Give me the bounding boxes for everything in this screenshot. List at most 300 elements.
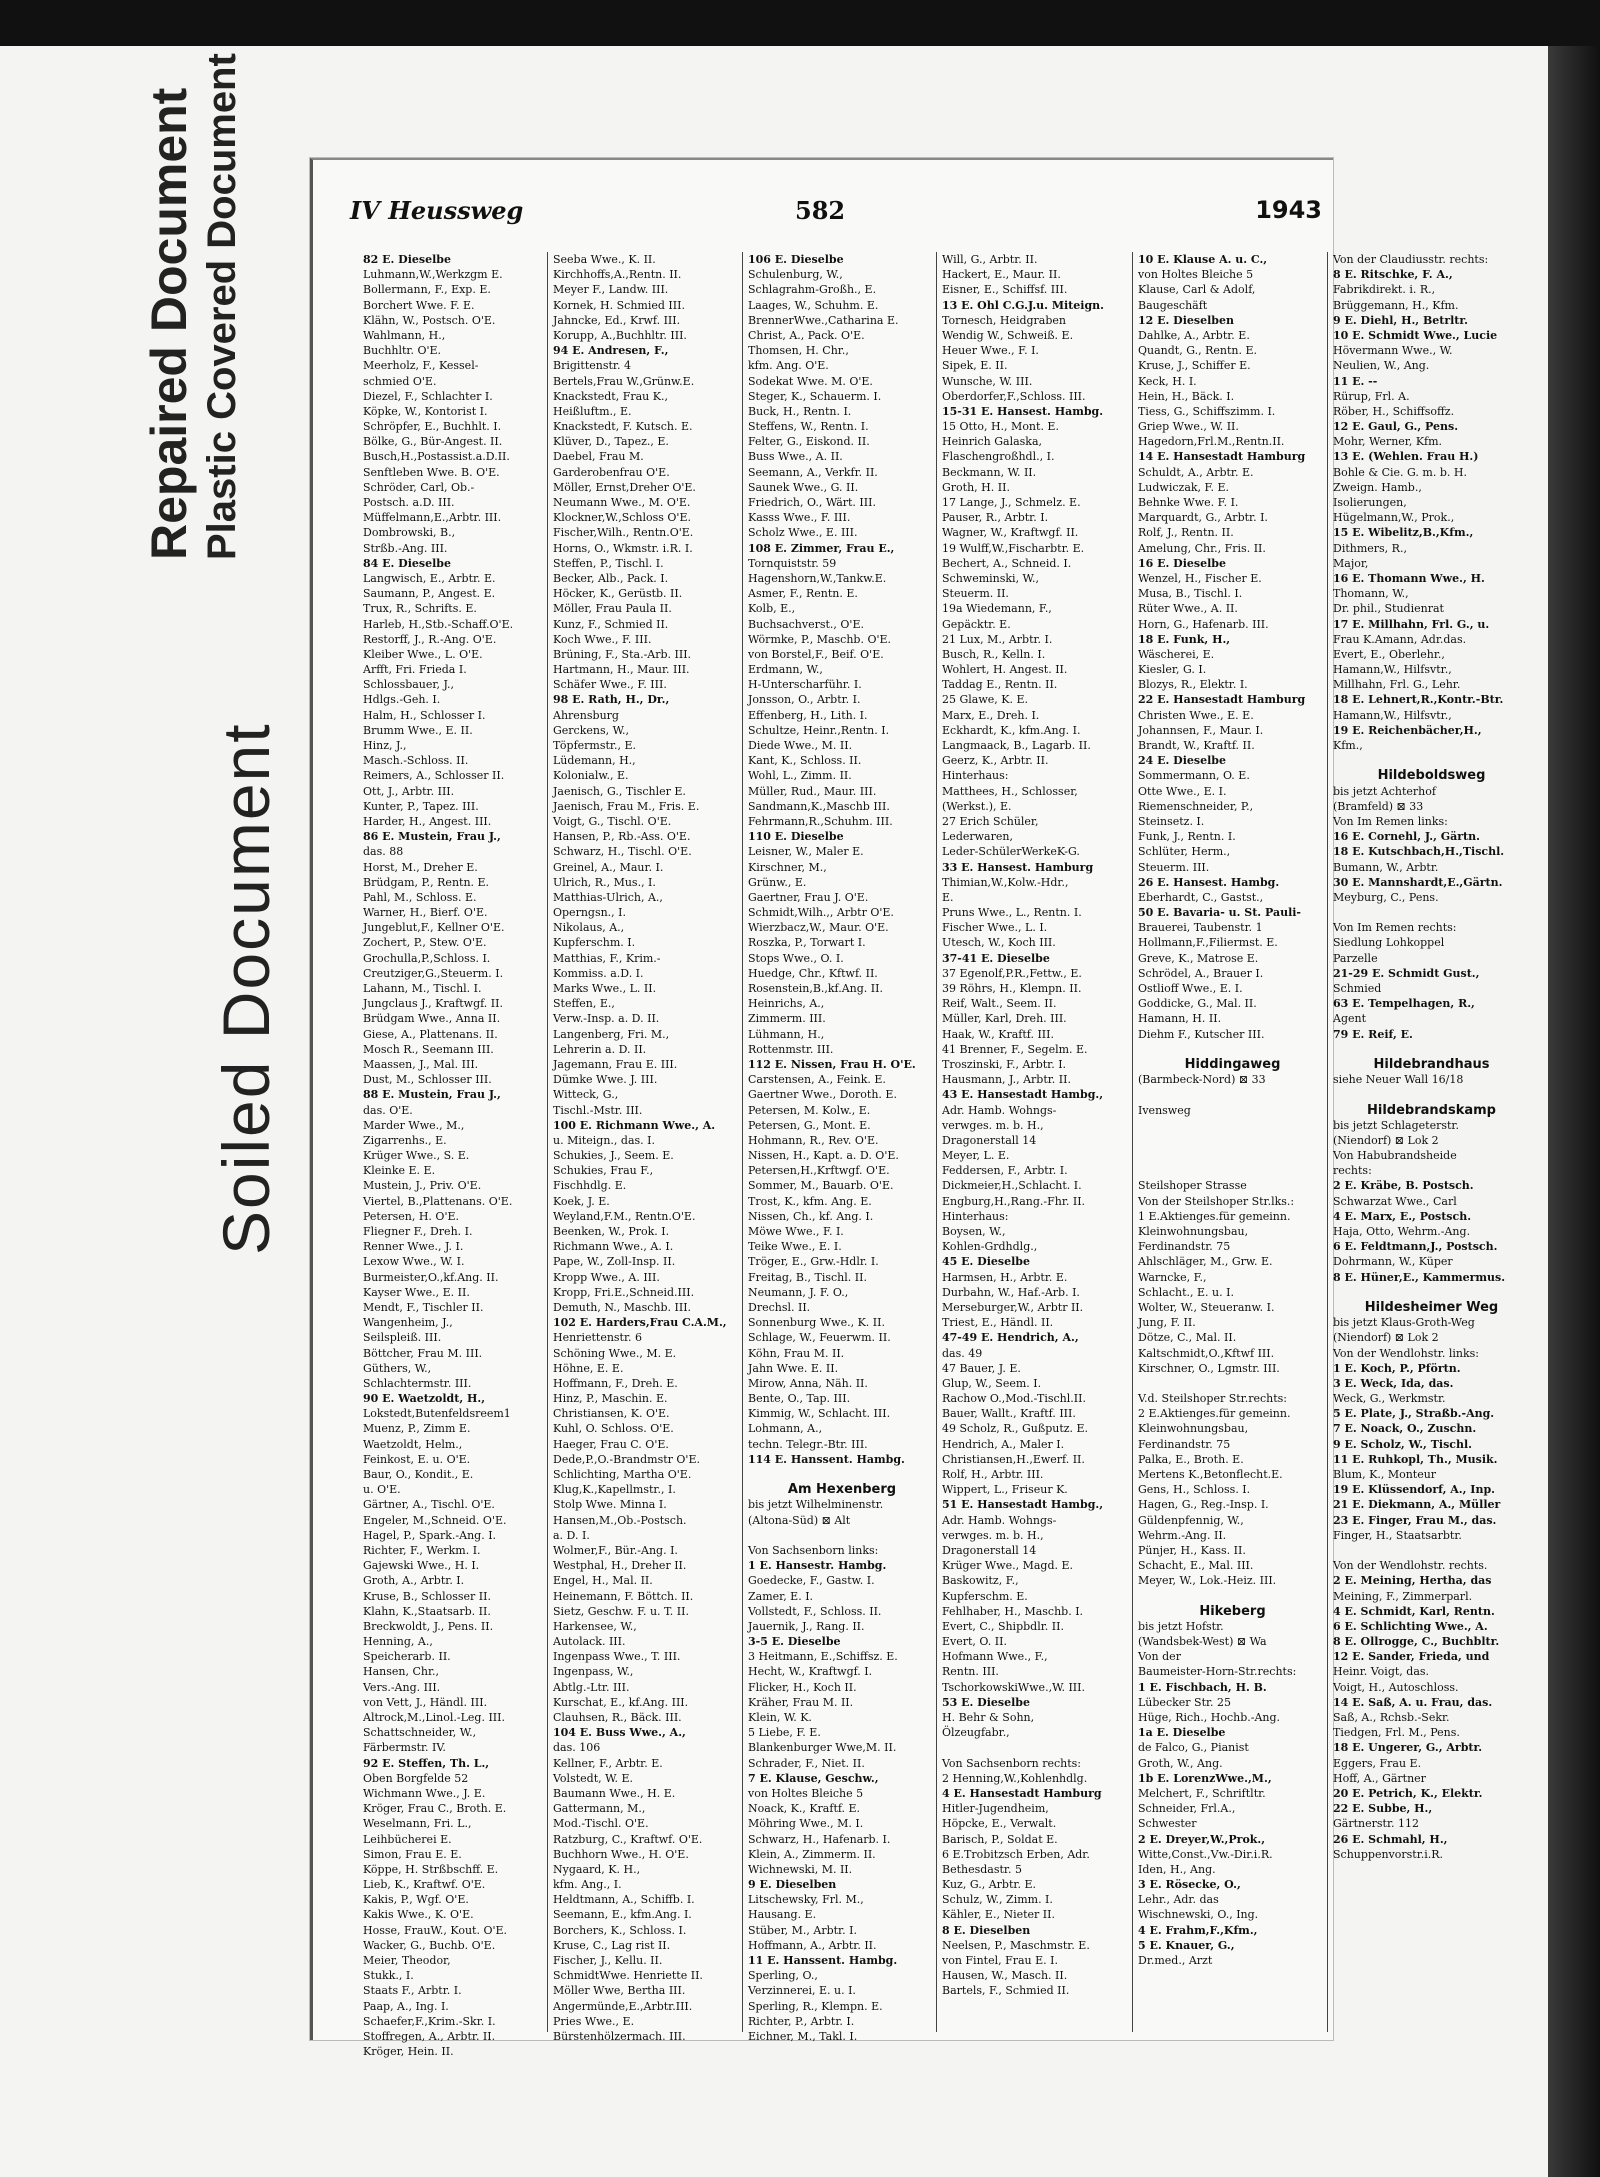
directory-line: 39 Röhrs, H., Klempn. II. <box>942 982 1082 995</box>
directory-line: 12 E. Dieselben <box>1138 313 1234 327</box>
directory-line: Warner, H., Bierf. O'E. <box>363 906 488 920</box>
directory-line: Kleiber Wwe., L. O'E. <box>363 647 483 661</box>
directory-line: Behnke Wwe. F. I. <box>1138 496 1239 509</box>
directory-line: Gaertner, Frau J. O'E. <box>748 890 869 904</box>
directory-line: Lederwaren, <box>942 830 1013 844</box>
directory-line: Kruse, J., Schiffer E. <box>1138 359 1251 373</box>
directory-line: Ludwiczak, F. E. <box>1138 480 1229 494</box>
directory-line: Sonnenburg Wwe., K. II. <box>748 1316 885 1330</box>
directory-line <box>748 1467 936 1482</box>
directory-line: Kuhl, O. Schloss. O'E. <box>553 1422 674 1436</box>
directory-line: von Holtes Bleiche 5 <box>748 1786 864 1800</box>
directory-line: 11 E. Hanssent. Hambg. <box>748 1954 898 1967</box>
directory-line: 3 E. Rösecke, O., <box>1138 1878 1241 1892</box>
directory-line: Gaertner Wwe., Doroth. E. <box>748 1088 897 1102</box>
directory-line: 3 Heitmann, E.,Schiffsz. E. <box>748 1650 898 1664</box>
directory-line: Buchhorn Wwe., H. O'E. <box>553 1847 689 1861</box>
directory-line: 6 E. Schlichting Wwe., A. <box>1333 1619 1488 1633</box>
directory-line: Fischer,Wilh., Rentn.O'E. <box>553 526 694 540</box>
directory-line: Beckmann, W. II. <box>942 465 1037 479</box>
directory-line: Huedge, Chr., Kftwf. II. <box>748 966 878 980</box>
directory-line: Engburg,H.,Rang.-Fhr. II. <box>942 1194 1086 1208</box>
directory-line: Blozys, R., Elektr. I. <box>1138 678 1248 692</box>
directory-line: Hamann,W., Hilfsvtr., <box>1333 663 1452 677</box>
directory-line: Muenz, P., Zimm E. <box>363 1422 471 1436</box>
directory-line: 112 E. Nissen, Frau H. O'E. <box>748 1057 916 1071</box>
directory-line: Wendig W., Schweiß. E. <box>942 328 1074 342</box>
directory-line: Rentn. III. <box>942 1665 999 1679</box>
directory-line: Dede,P.,O.-Brandmstr O'E. <box>553 1452 700 1466</box>
directory-line: Boysen, W., <box>942 1225 1006 1238</box>
directory-line: bis jetzt Schlageterstr. <box>1333 1118 1459 1132</box>
directory-line: Zweign. Hamb., <box>1333 480 1422 494</box>
directory-line: Vers.-Ang. III. <box>363 1680 441 1694</box>
directory-line: Kunter, P., Tapez. III. <box>363 799 479 813</box>
directory-line: bis jetzt Wilhelminenstr. <box>748 1498 884 1512</box>
directory-line: Bertels,Frau W.,Grünw.E. <box>553 374 695 388</box>
directory-line: Kayser Wwe., E. II. <box>363 1285 470 1299</box>
directory-line: Ulrich, R., Mus., I. <box>553 875 656 889</box>
directory-line: Jahncke, Ed., Krwf. III. <box>553 313 681 327</box>
directory-line: Möller, Ernst,Dreher O'E. <box>553 480 696 494</box>
directory-line: Dr. phil., Studienrat <box>1333 602 1444 616</box>
directory-line: Groth, A., Arbtr. I. <box>363 1574 465 1588</box>
directory-line: Wippert, L., Friseur K. <box>942 1483 1068 1497</box>
directory-line: SchmidtWwe. Henriette II. <box>553 1969 703 1983</box>
directory-line: Pünjer, H., Kass. II. <box>1138 1543 1246 1557</box>
directory-line: Ivensweg <box>1138 1103 1191 1117</box>
directory-line: Ingenpass Wwe., T. III. <box>553 1650 681 1664</box>
directory-line: 88 E. Mustein, Frau J., <box>363 1088 501 1102</box>
directory-line: Demuth, N., Maschb. III. <box>553 1300 692 1314</box>
directory-line: Brüdgam Wwe., Anna II. <box>363 1012 501 1026</box>
directory-line <box>1138 1042 1327 1057</box>
directory-line: kfm. Ang., I. <box>553 1878 622 1892</box>
directory-line: 8 E. Ollrogge, C., Buchbltr. <box>1333 1635 1500 1649</box>
directory-line: Kräher, Frau M. II. <box>748 1695 854 1709</box>
directory-line: 45 E. Dieselbe <box>942 1255 1030 1269</box>
directory-line: von Borstel,F., Beif. O'E. <box>748 647 884 661</box>
directory-line: Steuerm. III. <box>1138 860 1210 874</box>
directory-line: Meyer, W., Lok.-Heiz. III. <box>1138 1574 1277 1588</box>
directory-line: Kruse, C., Lag rist II. <box>553 1938 671 1952</box>
directory-line: Böttcher, Frau M. III. <box>363 1346 483 1360</box>
directory-line: Von Im Remen links: <box>1333 814 1448 828</box>
directory-line: Volstedt, W. E. <box>553 1771 634 1785</box>
directory-line: Wörmke, P., Maschb. O'E. <box>748 632 892 646</box>
directory-line: 90 E. Waetzoldt, H., <box>363 1392 486 1406</box>
directory-line <box>1138 1148 1327 1163</box>
directory-line: Kleinwohnungsbau, <box>1138 1225 1249 1238</box>
directory-line: Stukk., I. <box>363 1969 414 1983</box>
directory-line: Beenken, W., Prok. I. <box>553 1225 670 1238</box>
directory-line: Hinz, J., <box>363 739 407 752</box>
directory-line: Siedlung Lohkoppel <box>1333 936 1445 950</box>
directory-line: Hoffmann, A., Arbtr. II. <box>748 1938 877 1952</box>
directory-line: Wäscherei, E. <box>1138 647 1215 661</box>
directory-line: 106 E. Dieselbe <box>748 253 844 266</box>
directory-line: Tischl.-Mstr. III. <box>553 1103 643 1117</box>
directory-column-2 <box>550 252 743 2043</box>
directory-line: 41 Brenner, F., Segelm. E. <box>942 1042 1088 1056</box>
directory-line: Schweminski, W., <box>942 571 1039 585</box>
directory-line: Busch, R., Kelln. I. <box>942 647 1046 661</box>
directory-line: Ott, J., Arbtr. III. <box>363 784 455 798</box>
street-heading: IV Heussweg <box>350 196 524 225</box>
directory-line <box>1138 1133 1327 1148</box>
directory-line: Maassen, J., Mal. III. <box>363 1057 479 1071</box>
directory-line: H. Behr & Sohn, <box>942 1711 1035 1724</box>
directory-line: Kupferschm. E. <box>942 1589 1028 1603</box>
directory-line: Freitag, B., Tischl. II. <box>748 1270 867 1284</box>
directory-line: Henriettenstr. 6 <box>553 1331 643 1345</box>
directory-line: Tornesch, Heidgraben <box>942 313 1066 327</box>
directory-line: Riemenschneider, P., <box>1138 799 1254 813</box>
directory-line: 6 E.Trobitzsch Erben, Adr. <box>942 1847 1090 1861</box>
directory-line: Kröger, Hein. II. <box>363 2045 454 2059</box>
directory-line: Gerckens, W., <box>553 723 629 737</box>
directory-line: 16 E. Dieselbe <box>1138 556 1226 570</box>
directory-line: Hausen, W., Masch. II. <box>942 1969 1068 1983</box>
directory-line: Gattermann, M., <box>553 1802 646 1816</box>
directory-line: Zamer, E. I. <box>748 1589 814 1603</box>
directory-column-1 <box>360 252 548 2059</box>
directory-line: Schukies, Frau F., <box>553 1164 654 1178</box>
directory-line: Millhahn, Frl. G., Lehr. <box>1333 678 1461 692</box>
directory-line: Schröpfer, E., Buchhlt. I. <box>363 420 502 434</box>
directory-line: Haja, Otto, Wehrm.-Ang. <box>1333 1225 1471 1238</box>
directory-line: Brüning, F., Sta.-Arb. III. <box>553 647 692 661</box>
directory-line: Heuer Wwe., F. I. <box>942 344 1039 358</box>
directory-line: Wichnewski, M. II. <box>748 1862 853 1876</box>
directory-line: Major, <box>1333 556 1369 570</box>
directory-line: Ingenpass, W., <box>553 1665 634 1679</box>
directory-line: Zimmerm. III. <box>748 1012 826 1026</box>
directory-line: Marx, E., Dreh. I. <box>942 708 1040 722</box>
directory-line: 114 E. Hanssent. Hambg. <box>748 1452 905 1466</box>
directory-line: Diehm F., Kutscher III. <box>1138 1027 1265 1041</box>
directory-line: Seemann, E., kfm.Ang. I. <box>553 1908 692 1922</box>
directory-line: Evert, E., Oberlehr., <box>1333 647 1445 661</box>
directory-line: Schwarzat Wwe., Carl <box>1333 1194 1457 1208</box>
directory-line: techn. Telegr.-Btr. III. <box>748 1437 868 1451</box>
directory-line: 1b E. LorenzWwe.,M., <box>1138 1771 1272 1785</box>
directory-line: Thomann, W., <box>1333 587 1409 601</box>
directory-line: Geerz, K., Arbtr. II. <box>942 754 1049 768</box>
directory-line: Christiansen, K. O'E. <box>553 1407 670 1421</box>
directory-line: 26 E. Hansest. Hambg. <box>1138 875 1280 889</box>
directory-line: Steger, K., Schauerm. I. <box>748 389 882 403</box>
directory-line: Kommiss. a.D. I. <box>553 966 644 980</box>
directory-line: 4 E. Marx, E., Postsch. <box>1333 1209 1472 1223</box>
directory-line: Höhne, E. E. <box>553 1361 624 1375</box>
street-heading: Hildesheimer Weg <box>1364 1299 1499 1315</box>
directory-line: 14 E. Hansestadt Hamburg <box>1138 450 1306 464</box>
repaired-document-label: Repaired Document <box>141 87 197 560</box>
directory-line: Warncke, F., <box>1138 1270 1207 1284</box>
directory-line: 27 Erich Schüler, <box>942 814 1039 828</box>
directory-line: Wangenheim, J., <box>363 1316 453 1330</box>
scan-right-border <box>1548 46 1600 2177</box>
directory-line: Langenberg, Fri. M., <box>553 1027 670 1041</box>
directory-line: Hecht, W., Kraftwgf. I. <box>748 1665 873 1679</box>
directory-line: Müffelmann,E.,Arbtr. III. <box>363 511 502 525</box>
directory-line: V.d. Steilshoper Str.rechts: <box>1138 1392 1287 1406</box>
directory-line: Dithmers, R., <box>1333 541 1407 555</box>
directory-line: 21 Lux, M., Arbtr. I. <box>942 632 1053 646</box>
directory-line: Schrader, F., Niet. II. <box>748 1756 865 1770</box>
directory-line: Seemann, A., Verkfr. II. <box>748 465 878 479</box>
directory-line: Jung, F. II. <box>1138 1316 1196 1330</box>
directory-line: Evert, C., Shipbdlr. II. <box>942 1619 1064 1633</box>
directory-line: Saunek Wwe., G. II. <box>748 480 859 494</box>
directory-line: 1 E. Hansestr. Hambg. <box>748 1559 887 1573</box>
directory-line: Hollmann,F.,Filiermst. E. <box>1138 936 1278 950</box>
directory-line: Gajewski Wwe., H. I. <box>363 1559 480 1573</box>
directory-line: 7 E. Klause, Geschw., <box>748 1771 879 1785</box>
directory-line: Baumann Wwe., H. E. <box>553 1786 676 1800</box>
directory-line: Carstensen, A., Feink. E. <box>748 1073 886 1087</box>
directory-line: Meerholz, F., Kessel- <box>363 359 479 373</box>
directory-line: Eberhardt, C., Gastst., <box>1138 890 1264 904</box>
directory-line: Hein, H., Bäck. I. <box>1138 389 1235 403</box>
directory-line: Schlagrahm-Großh., E. <box>748 283 877 297</box>
directory-line <box>1138 1163 1327 1178</box>
directory-line: Neelsen, P., Maschmstr. E. <box>942 1938 1090 1952</box>
directory-line <box>1138 1376 1327 1391</box>
directory-line: Burmeister,O.,kf.Ang. II. <box>363 1270 499 1284</box>
directory-line: Adr. Hamb. Wohngs- <box>942 1103 1057 1117</box>
directory-line: verwges. m. b. H., <box>942 1118 1044 1132</box>
directory-line: Harder, H., Angest. III. <box>363 814 492 828</box>
directory-line: Verzinnerei, E. u. I. <box>748 1984 856 1998</box>
directory-line: Heldtmann, A., Schiffb. I. <box>553 1893 695 1907</box>
directory-line: das. 49 <box>942 1346 983 1360</box>
directory-line: Blankenburger Wwe,M. II. <box>748 1741 897 1755</box>
directory-line: Christiansen,H.,Ewerf. II. <box>942 1452 1085 1466</box>
directory-line: 1a E. Dieselbe <box>1138 1726 1226 1740</box>
directory-line: Flicker, H., Koch II. <box>748 1680 857 1694</box>
directory-line: Schöning Wwe., M. E. <box>553 1346 677 1360</box>
directory-line: Friedrich, O., Wärt. III. <box>748 496 876 509</box>
directory-line: Glup, W., Seem. I. <box>942 1376 1042 1390</box>
street-heading: Hildebrandhaus <box>1373 1056 1490 1072</box>
directory-line: Speicherarb. II. <box>363 1650 451 1664</box>
directory-line: Creutziger,G.,Steuerm. I. <box>363 966 504 980</box>
directory-line: Dombrowski, B., <box>363 526 456 540</box>
directory-line: Hinterhaus: <box>942 1209 1009 1223</box>
directory-column-6 <box>1330 252 1530 2032</box>
directory-line: Witteck, G., <box>553 1088 619 1102</box>
directory-line: Kant, K., Schloss. II. <box>748 754 862 768</box>
directory-line: Marks Wwe., L. II. <box>553 982 657 995</box>
directory-line: 108 E. Zimmer, Frau E., <box>748 541 895 555</box>
directory-line: Fehlhaber, H., Maschb. I. <box>942 1604 1084 1618</box>
directory-line: Kakis Wwe., K. O'E. <box>363 1908 474 1922</box>
directory-line: Borchers, K., Schloss. I. <box>553 1923 687 1937</box>
directory-line: Fliegner F., Dreh. I. <box>363 1225 473 1238</box>
directory-line: Pries Wwe., E. <box>553 2014 635 2028</box>
directory-line: Schmied <box>1333 982 1382 995</box>
directory-line: Schlacht., E. u. I. <box>1138 1285 1234 1299</box>
directory-line: Grünw., E. <box>748 875 807 889</box>
directory-line: Sommer, M., Bauarb. O'E. <box>748 1179 894 1193</box>
directory-line: Kropp, Fri.E.,Schneid.III. <box>553 1285 695 1299</box>
directory-line <box>1138 1118 1327 1133</box>
directory-line: 2 Henning,W.,Kohlenhdlg. <box>942 1771 1088 1785</box>
directory-line: Harkensee, W., <box>553 1619 637 1633</box>
directory-line: Petersen,H.,Krftwgf. O'E. <box>748 1164 890 1178</box>
directory-line: Güthers, W., <box>363 1361 432 1375</box>
directory-line: Lehrerin a. D. II. <box>553 1042 647 1056</box>
directory-line: Hagen, G., Reg.-Insp. I. <box>1138 1498 1269 1512</box>
directory-line: 2 E. Dreyer,W.,Prok., <box>1138 1832 1266 1846</box>
directory-line: Groth, W., Ang. <box>1138 1756 1223 1770</box>
directory-line: Evert, O. II. <box>942 1635 1007 1649</box>
directory-line: Tornquiststr. 59 <box>748 556 837 570</box>
directory-line: Brandt, W., Kraftf. II. <box>1138 739 1255 752</box>
directory-line: Stüber, M., Arbtr. I. <box>748 1923 857 1937</box>
directory-line: 1 E.Aktienges.für gemeinn. <box>1138 1209 1291 1223</box>
directory-line: Erdmann, W., <box>748 663 823 677</box>
directory-line: Mirow, Anna, Näh. II. <box>748 1376 868 1390</box>
directory-line: 20 E. Petrich, K., Elektr. <box>1333 1786 1483 1800</box>
directory-line: 50 E. Bavaria- u. St. Pauli- <box>1138 906 1301 920</box>
directory-line: Hohmann, R., Rev. O'E. <box>748 1133 879 1147</box>
directory-line: Operngsn., I. <box>553 906 627 920</box>
directory-line: Westphal, H., Dreher II. <box>553 1559 687 1573</box>
directory-line: Palka, E., Broth. E. <box>1138 1452 1244 1466</box>
directory-line: Hoff, A., Gärtner <box>1333 1771 1426 1785</box>
directory-line: Bethesdastr. 5 <box>942 1862 1022 1876</box>
directory-line: 15-31 E. Hansest. Hambg. <box>942 404 1104 418</box>
directory-line: Müller, Rud., Maur. III. <box>748 784 877 798</box>
directory-line: Matthees, H., Schlosser, <box>942 784 1078 798</box>
directory-line: Schulenburg, W., <box>748 268 843 282</box>
directory-line: Dickmeier,H.,Schlacht. I. <box>942 1179 1082 1193</box>
directory-line: Troszinski, F., Arbtr. I. <box>942 1057 1067 1071</box>
directory-line: Triest, E., Händl. II. <box>942 1316 1054 1330</box>
directory-line: Hinterhaus: <box>942 769 1009 783</box>
directory-line: Haeger, Frau C. O'E. <box>553 1437 669 1451</box>
directory-line: Kolonialw., E. <box>553 769 629 783</box>
directory-line: Felter, G., Eiskond. II. <box>748 435 870 449</box>
directory-line: Altrock,M.,Linol.-Leg. III. <box>363 1711 505 1724</box>
directory-line: 24 E. Dieselbe <box>1138 754 1226 768</box>
directory-line: Pahl, M., Schloss. E. <box>363 890 477 904</box>
directory-line: Lühmann, H., <box>748 1027 825 1041</box>
directory-line: Kunz, F., Schmied II. <box>553 617 669 631</box>
directory-line: Giese, A., Plattenans. II. <box>363 1027 498 1041</box>
directory-line: Weck, G., Werkmstr. <box>1333 1392 1446 1406</box>
directory-line: 2 E. Kräbe, B. Postsch. <box>1333 1179 1474 1193</box>
directory-line: Fischer, J., Kellu. II. <box>553 1954 663 1967</box>
directory-line: Schlossbauer, J., <box>363 678 454 692</box>
directory-line: Reimers, A., Schlosser II. <box>363 769 505 783</box>
directory-line: Von der Wendlohstr. links: <box>1333 1346 1479 1360</box>
directory-line: Griep Wwe., W. II. <box>1138 420 1239 434</box>
directory-line: Sperling, R., Klempn. E. <box>748 1999 883 2013</box>
directory-line: Lehr., Adr. das <box>1138 1893 1219 1907</box>
directory-line: Sandmann,K.,Maschb III. <box>748 799 890 813</box>
directory-line: Krüger Wwe., Magd. E. <box>942 1559 1074 1573</box>
soiled-document-label: Soiled Document <box>209 722 283 1255</box>
plastic-covered-document-label: Plastic Covered Document <box>200 53 244 560</box>
directory-line: Funk, J., Rentn. I. <box>1138 830 1236 844</box>
directory-line: Langmaack, B., Lagarb. II. <box>942 739 1091 752</box>
directory-line: das. O'E. <box>363 1103 413 1117</box>
directory-line: bis jetzt Klaus-Groth-Weg <box>1333 1316 1475 1330</box>
directory-line: Stoffregen, A., Arbtr. II. <box>363 2029 496 2043</box>
directory-line: Schneider, Frl.A., <box>1138 1802 1236 1816</box>
directory-line: Merseburger,W., Arbtr II. <box>942 1300 1084 1314</box>
directory-line: Schacht, E., Mal. III. <box>1138 1559 1254 1573</box>
directory-line <box>1333 1285 1530 1300</box>
directory-line: Steuerm. II. <box>942 587 1009 601</box>
page-header <box>310 196 1330 232</box>
directory-line: Schaefer,F.,Krim.-Skr. I. <box>363 2014 496 2028</box>
directory-line: Autolack. III. <box>553 1635 626 1649</box>
directory-line: Jonsson, O., Arbtr. I. <box>748 693 861 707</box>
directory-line: Effenberg, H., Lith. I. <box>748 708 868 722</box>
directory-line: Hamann,W., Hilfsvtr., <box>1333 708 1452 722</box>
directory-line: Von der Steilshoper Str.lks.: <box>1138 1194 1295 1208</box>
directory-line: 11 E. Ruhkopl, Th., Musik. <box>1333 1452 1498 1466</box>
directory-line: Thimian,W.,Kolw.-Hdr., <box>942 875 1069 889</box>
directory-line: 8 E. Dieselben <box>942 1923 1031 1937</box>
directory-line <box>1333 1042 1530 1057</box>
directory-line: Keck, H. I. <box>1138 374 1197 388</box>
directory-line: Haak, W., Kraftf. III. <box>942 1027 1054 1041</box>
directory-line: Nissen, Ch., kf. Ang. I. <box>748 1209 874 1223</box>
directory-line: Schwarz, H., Hafenarb. I. <box>748 1832 891 1846</box>
directory-line: Kleinwohnungsbau, <box>1138 1422 1249 1436</box>
street-heading: Hiddingaweg <box>1184 1056 1281 1072</box>
directory-line: 19a Wiedemann, F., <box>942 602 1052 616</box>
directory-line: Brumm Wwe., E. II. <box>363 723 473 737</box>
directory-line: Dragonerstall 14 <box>942 1543 1037 1557</box>
directory-line: Arfft, Fri. Frieda I. <box>363 663 467 677</box>
directory-line: 1 E. Koch, P., Pförtn. <box>1333 1361 1461 1375</box>
directory-line: Jaenisch, G., Tischler E. <box>553 784 686 798</box>
directory-line: Heinemann, F. Böttch. II. <box>553 1589 694 1603</box>
directory-line: 16 E. Cornehl, J., Gärtn. <box>1333 830 1480 844</box>
directory-line: Steffens, W., Rentn. I. <box>748 420 869 434</box>
directory-line: Groth, H. II. <box>942 480 1010 494</box>
directory-line: Goddicke, G., Mal. II. <box>1138 997 1257 1011</box>
directory-line: 2 E. Meining, Hertha, das <box>1333 1574 1492 1588</box>
directory-line: Ölzeugfabr., <box>942 1726 1010 1740</box>
directory-line: Koch Wwe., F. III. <box>553 632 652 646</box>
directory-line: Feinkost, E. u. O'E. <box>363 1452 471 1466</box>
directory-line: Baumeister-Horn-Str.rechts: <box>1138 1665 1297 1679</box>
directory-line: Mohr, Werner, Kfm. <box>1333 435 1443 449</box>
directory-line: 10 E. Schmidt Wwe., Lucie <box>1333 328 1498 342</box>
directory-line: Stops Wwe., O. I. <box>748 951 844 965</box>
directory-line: Will, G., Arbtr. II. <box>942 253 1038 266</box>
directory-line: Wolter, W., Steueranw. I. <box>1138 1300 1275 1314</box>
directory-line: Kimmig, W., Schlacht. III. <box>748 1407 891 1421</box>
directory-line: Gepäcktr. E. <box>942 617 1011 631</box>
directory-line: 19 E. Reichenbächer,H., <box>1333 723 1482 737</box>
directory-line: Frau K.Amann, Adr.das. <box>1333 632 1467 646</box>
directory-line: Färbermstr. IV. <box>363 1741 446 1755</box>
directory-line: Iden, H., Ang. <box>1138 1862 1216 1876</box>
directory-line: Schukies, J., Seem. E. <box>553 1149 674 1163</box>
directory-line: Hansen, P., Rb.-Ass. O'E. <box>553 830 691 844</box>
directory-line: Dr.med., Arzt <box>1138 1954 1213 1967</box>
directory-line: Von Sachsenborn rechts: <box>942 1756 1082 1770</box>
